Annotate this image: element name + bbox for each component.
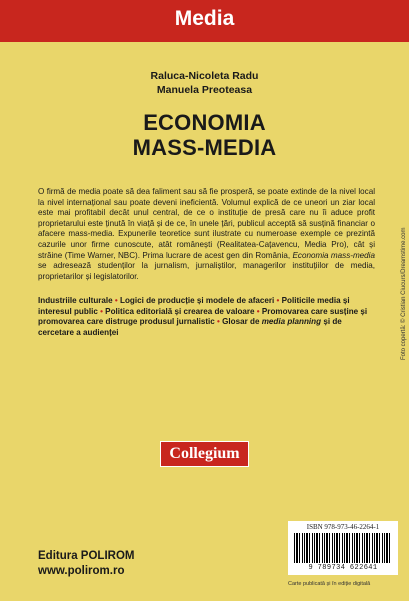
author-name: Manuela Preoteasa bbox=[156, 84, 253, 96]
bullet-separator: • bbox=[217, 317, 220, 327]
publisher-url: www.polirom.ro bbox=[38, 565, 125, 577]
topic-item: Politicile media și interesul public bbox=[38, 296, 350, 316]
author-name: Raluca-Nicoleta Radu bbox=[150, 70, 259, 82]
title-line: ECONOMIA bbox=[143, 110, 266, 135]
photo-credit: Foto copertă: © Cristian Ciucurs/Dreamstime.com bbox=[401, 227, 407, 360]
description-italic-title: Economia mass-media bbox=[292, 250, 375, 260]
series-label: Media bbox=[174, 7, 235, 30]
description-paragraph bbox=[38, 187, 375, 282]
topic-item: Industriile culturale bbox=[38, 296, 113, 305]
collection-logo: Collegium bbox=[160, 441, 249, 467]
barcode-digits: 9 789734 622641 bbox=[308, 564, 378, 572]
bullet-separator: • bbox=[100, 306, 103, 316]
series-banner bbox=[0, 0, 409, 42]
bullet-separator: • bbox=[276, 296, 280, 305]
publisher-name: Editura POLIROM bbox=[38, 550, 135, 562]
book-description bbox=[38, 187, 375, 282]
topic-item: Glosar de media planning și de cercetare a audienței bbox=[38, 317, 342, 337]
digital-edition-note: Carte publicată și în ediție digitală bbox=[288, 581, 371, 587]
topic-item: Politica editorială și crearea de valoare bbox=[105, 306, 255, 316]
topic-item: Promovarea care susține și promovarea care distruge produsul jurnalistic bbox=[38, 306, 368, 327]
bullet-separator: • bbox=[114, 296, 118, 305]
bullet-separator: • bbox=[256, 306, 260, 316]
publisher-info bbox=[38, 549, 134, 579]
isbn-barcode bbox=[288, 521, 398, 575]
book-title bbox=[0, 110, 409, 160]
title-line: MASS-MEDIA bbox=[132, 135, 277, 160]
isbn-label: ISBN 978-973-46-2264-1 bbox=[306, 523, 380, 531]
authors bbox=[0, 69, 409, 97]
topics-list bbox=[38, 296, 375, 338]
description-text: O firmă de media poate să dea faliment sau să fie prosperă, se poate extinde de la nivel local la nivel internațional sau poate deveni ineficientă. Volumul explică de ce uneori un ziar local este mai profitabil decât unul central, de ce o instituție de presă care nu îi aduce profit proprietarului este ținută în viață și de ce, în unele țări, publicul acceptă să susțină financiar o afacere mass-media. Expunerile teoretice sunt ilustrate cu numeroase exemple ce prezintă cazurile unor firme cunoscute, atât românești (Realitatea-Cațavencu, Media Pro), cât și străine (Time Warner, NBC). Prima lucrare de acest gen din România, bbox=[38, 187, 375, 260]
description-text: se adresează studenților la jurnalism, jurnaliștilor, managerilor instituțiilor de media, proprietarilor și legislatorilor. bbox=[38, 261, 375, 281]
barcode-icon bbox=[294, 533, 392, 563]
topic-item: Logici de producție și modele de afaceri bbox=[120, 296, 275, 305]
